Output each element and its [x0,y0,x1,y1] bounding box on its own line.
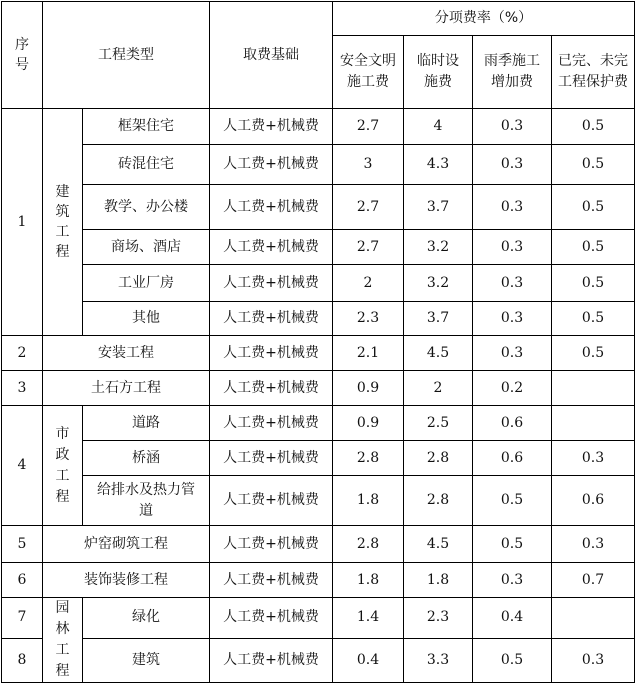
group-cell: 建筑工程 [43,109,83,336]
temp-cell: 3.3 [404,638,473,682]
type-cell: 其他 [83,302,210,336]
type-cell: 道路 [83,406,210,441]
header-row-1 [2,2,635,36]
base-cell: 人工费+机械费 [210,476,333,526]
table-row [2,526,635,563]
rain-cell: 0.3 [473,265,552,302]
type-cell: 框架住宅 [83,109,210,145]
base-cell: 人工费+机械费 [210,230,333,265]
temp-cell: 3.7 [404,302,473,336]
type-cell: 安装工程 [43,336,210,371]
fee-rate-table [1,1,635,683]
type-cell: 桥涵 [83,441,210,476]
protect-cell: 0.5 [552,230,635,265]
protect-cell: 0.3 [552,638,635,682]
seq-cell: 2 [2,336,43,371]
table-row [2,230,635,265]
table-row [2,145,635,185]
header-col-safety: 安全文明施工费 [333,36,404,109]
safety-cell: 2.7 [333,185,404,230]
type-cell: 绿化 [83,598,210,639]
protect-cell: 0.3 [552,526,635,563]
protect-cell: 0.5 [552,145,635,185]
protect-cell: 0.5 [552,265,635,302]
group-cell: 市政工程 [43,406,83,526]
safety-cell: 2.1 [333,336,404,371]
temp-cell: 2.8 [404,441,473,476]
base-cell: 人工费+机械费 [210,336,333,371]
safety-cell: 0.9 [333,406,404,441]
protect-cell: 0.5 [552,336,635,371]
table-row [2,598,635,639]
header-seq: 序号 [2,2,43,109]
temp-cell: 2 [404,371,473,406]
temp-cell: 4.3 [404,145,473,185]
safety-cell: 3 [333,145,404,185]
type-cell: 教学、办公楼 [83,185,210,230]
rain-cell: 0.3 [473,302,552,336]
temp-cell: 1.8 [404,563,473,598]
rain-cell: 0.3 [473,230,552,265]
rain-cell: 0.5 [473,638,552,682]
protect-cell [552,598,635,639]
safety-cell: 2.3 [333,302,404,336]
type-cell: 商场、酒店 [83,230,210,265]
protect-cell [552,406,635,441]
safety-cell: 1.4 [333,598,404,639]
base-cell: 人工费+机械费 [210,526,333,563]
temp-cell: 3.2 [404,265,473,302]
safety-cell: 1.8 [333,563,404,598]
type-cell: 土石方工程 [43,371,210,406]
base-cell: 人工费+机械费 [210,598,333,639]
safety-cell: 2.7 [333,230,404,265]
header-col-protect: 已完、未完工程保护费 [552,36,635,109]
rain-cell: 0.3 [473,185,552,230]
temp-cell: 4.5 [404,336,473,371]
type-cell: 工业厂房 [83,265,210,302]
seq-cell: 6 [2,563,43,598]
base-cell: 人工费+机械费 [210,302,333,336]
base-cell: 人工费+机械费 [210,265,333,302]
rain-cell: 0.3 [473,109,552,145]
rain-cell: 0.6 [473,406,552,441]
group-cell: 园林工程 [43,598,83,683]
base-cell: 人工费+机械费 [210,371,333,406]
temp-cell: 4 [404,109,473,145]
type-cell: 给排水及热力管道 [83,476,210,526]
rain-cell: 0.3 [473,145,552,185]
seq-cell: 5 [2,526,43,563]
type-cell: 砖混住宅 [83,145,210,185]
base-cell: 人工费+机械费 [210,441,333,476]
rain-cell: 0.5 [473,476,552,526]
rain-cell: 0.3 [473,336,552,371]
rain-cell: 0.5 [473,526,552,563]
header-col-rain: 雨季施工增加费 [473,36,552,109]
table-row [2,441,635,476]
base-cell: 人工费+机械费 [210,406,333,441]
base-cell: 人工费+机械费 [210,638,333,682]
type-cell: 建筑 [83,638,210,682]
safety-cell: 2.7 [333,109,404,145]
table-row [2,476,635,526]
seq-cell: 1 [2,109,43,336]
safety-cell: 2.8 [333,441,404,476]
rain-cell: 0.3 [473,563,552,598]
temp-cell: 2.5 [404,406,473,441]
safety-cell: 2.8 [333,526,404,563]
seq-cell: 7 [2,598,43,639]
header-rates-group: 分项费率（%） [333,2,635,36]
safety-cell: 0.4 [333,638,404,682]
rain-cell: 0.6 [473,441,552,476]
safety-cell: 0.9 [333,371,404,406]
header-type: 工程类型 [43,2,210,109]
table-row [2,336,635,371]
table-row [2,563,635,598]
table-row [2,185,635,230]
protect-cell: 0.6 [552,476,635,526]
temp-cell: 3.7 [404,185,473,230]
header-base: 取费基础 [210,2,333,109]
table-row [2,406,635,441]
temp-cell: 3.2 [404,230,473,265]
protect-cell: 0.5 [552,185,635,230]
protect-cell [552,371,635,406]
safety-cell: 2 [333,265,404,302]
protect-cell: 0.7 [552,563,635,598]
protect-cell: 0.5 [552,302,635,336]
rain-cell: 0.4 [473,598,552,639]
base-cell: 人工费+机械费 [210,185,333,230]
table-row [2,302,635,336]
temp-cell: 2.3 [404,598,473,639]
temp-cell: 4.5 [404,526,473,563]
base-cell: 人工费+机械费 [210,145,333,185]
seq-cell: 3 [2,371,43,406]
protect-cell: 0.3 [552,441,635,476]
type-cell: 装饰装修工程 [43,563,210,598]
safety-cell: 1.8 [333,476,404,526]
seq-cell: 4 [2,406,43,526]
base-cell: 人工费+机械费 [210,563,333,598]
table-row [2,265,635,302]
header-col-temp: 临时设施费 [404,36,473,109]
type-cell: 炉窑砌筑工程 [43,526,210,563]
base-cell: 人工费+机械费 [210,109,333,145]
seq-cell: 8 [2,638,43,682]
rain-cell: 0.2 [473,371,552,406]
table-row [2,371,635,406]
protect-cell: 0.5 [552,109,635,145]
temp-cell: 2.8 [404,476,473,526]
table-row [2,109,635,145]
